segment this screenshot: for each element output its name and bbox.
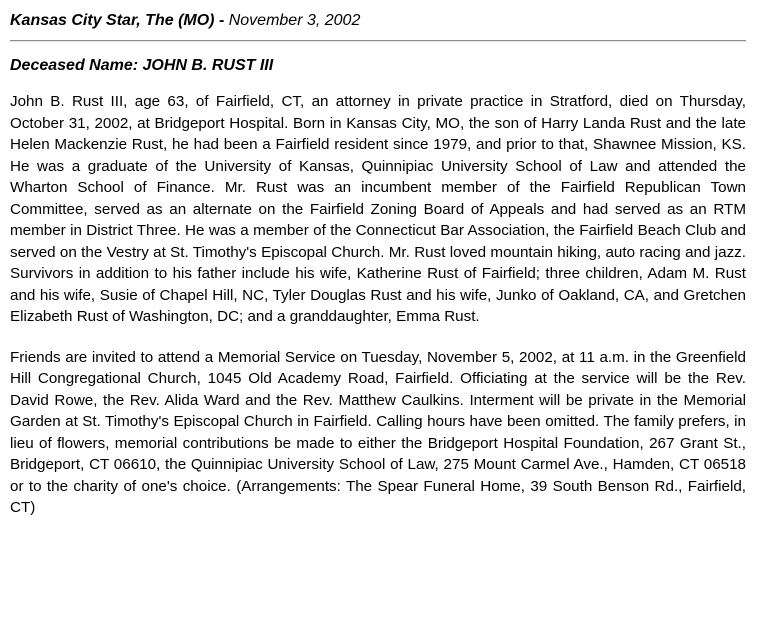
publication-source: Kansas City Star, The (MO) <box>10 12 215 29</box>
header-separator: - <box>214 12 229 29</box>
publication-date: November 3, 2002 <box>228 12 361 29</box>
obituary-paragraph-2: Friends are invited to attend a Memorial Service on Tuesday, November 5, 2002, at 11 a.m. in the Greenfield Hill Congregational Church, 1045 Old Academy Road, Fairfield. Officiating at the service will be the Rev. David Rowe, the Rev. Alida Ward and the Rev. Matthew Caulkins. Interment will be private in the Memorial Garden at St. Timothy's Episcopal Church in Fairfield. Calling hours have been omitted. The family prefers, in lieu of flowers, memorial contributions be made to either the Bridgeport Hospital Foundation, 267 Grant St., Bridgeport, CT 06610, the Quinnipiac University School of Law, 275 Mount Carmel Ave., Hamden, CT 06518 or to the charity of one's choice. (Arrangements: The Spear Funeral Home, 39 South Benson Rd., Fairfield, CT) <box>10 348 746 516</box>
publication-header <box>10 11 746 31</box>
obituary-paragraph-1: John B. Rust III, age 63, of Fairfield, CT, an attorney in private practice in Stratford, died on Thursday, October 31, 2002, at Bridgeport Hospital. Born in Kansas City, MO, the son of Harry Landa Rust and the late Helen Mackenzie Rust, he had been a Fairfield resident since 1979, and prior to that, Shawnee Mission, KS. He was a graduate of the University of Kansas, Quinnipiac University School of Law and attended the Wharton School of Finance. Mr. Rust was an incumbent member of the Fairfield Republican Town Committee, served as an alternate on the Fairfield Zoning Board of Appeals and had served as an RTM member in District Three. He was a member of the Connecticut Bar Association, the Fairfield Beach Club and served on the Vestry at St. Timothy's Episcopal Church. Mr. Rust loved mountain hiking, auto racing and jazz. Survivors in addition to his father include his wife, Katherine Rust of Fairfield; three children, Adam M. Rust and his wife, Susie of Chapel Hill, NC, Tyler Douglas Rust and his wife, Junko of Oakland, CA, and Gretchen Elizabeth Rust of Washington, DC; and a granddaughter, Emma Rust. <box>10 93 746 325</box>
header-divider <box>10 40 746 42</box>
deceased-name: Deceased Name: JOHN B. RUST III <box>10 57 274 74</box>
